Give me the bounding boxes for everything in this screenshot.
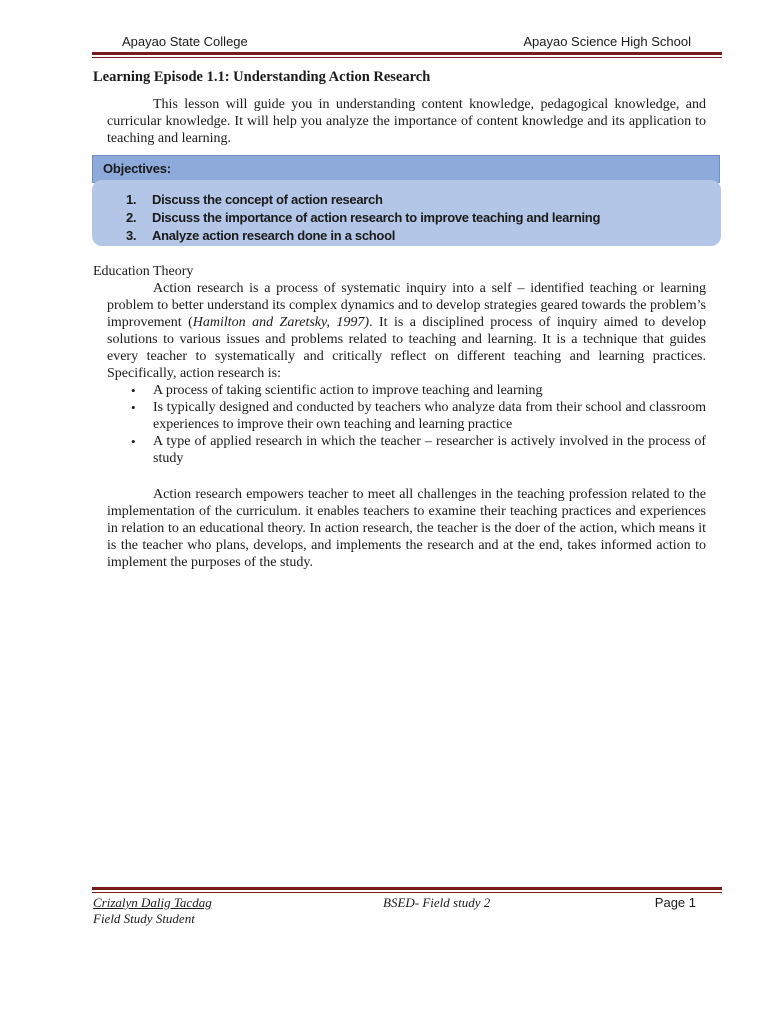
footer-rule [92, 887, 722, 893]
objective-number: 3. [126, 228, 137, 243]
list-item [107, 382, 706, 399]
section-heading: Education Theory [93, 264, 194, 279]
list-item [107, 433, 706, 467]
list-item-text: A type of applied research in which the teacher – researcher is actively involved in the process of study [153, 434, 706, 466]
list-item-text: A process of taking scientific action to improve teaching and learning [153, 383, 543, 398]
header-right-text: Apayao Science High School [523, 34, 691, 49]
bullet-icon: • [131, 400, 136, 415]
header-rule [92, 52, 722, 58]
objective-item [126, 227, 600, 245]
objective-item [126, 191, 600, 209]
list-item-text: Is typically designed and conducted by teachers who analyze data from their school and classroom experiences to improve their own teaching and learning practice [153, 400, 706, 432]
empowerment-paragraph: Action research empowers teacher to meet all challenges in the teaching profession related to the implementation of the curriculum. it enables teachers to examine their teaching practices and experiences in relation to an educational theory. In action research, the teacher is the doer of the action, which means it is the teacher who plans, develops, and implements the research and at the end, takes informed action to implement the purposes of the study. [107, 487, 706, 570]
bullet-icon: • [131, 383, 136, 398]
bullet-icon: • [131, 434, 136, 449]
objective-item [126, 209, 600, 227]
objective-text: Discuss the importance of action research to improve teaching and learning [152, 210, 601, 225]
objectives-heading: Objectives: [103, 161, 171, 176]
footer-author-role: Field Study Student [93, 911, 195, 926]
intro-paragraph: This lesson will guide you in understanding content knowledge, pedagogical knowledge, and curricular knowledge. It will help you analyze the importance of content knowledge and its application to teaching and learning. [107, 97, 706, 146]
list-item [107, 399, 706, 433]
objective-number: 2. [126, 210, 137, 225]
footer-author-name: Crizalyn Dalig Tacdag [93, 895, 212, 910]
objectives-header [92, 155, 720, 183]
footer-course: BSED- Field study 2 [383, 895, 491, 910]
objective-text: Discuss the concept of action research [152, 192, 383, 207]
page-title: Learning Episode 1.1: Understanding Action Research [93, 69, 431, 85]
theory-paragraph [107, 280, 706, 382]
objective-number: 1. [126, 192, 137, 207]
definition-list [107, 382, 706, 467]
theory-text-continued: . It is a disciplined process of inquiry aimed to develop solutions to various issues and problems related to teaching and learning. It is a technique that guides every teacher to systematically and critically reflect on different teaching and learning practices. Specifically, action research is: [107, 315, 707, 381]
objective-text: Analyze action research done in a school [152, 228, 396, 243]
header-left-text: Apayao State College [122, 34, 248, 49]
footer-page-number: Page 1 [654, 895, 696, 910]
citation: Hamilton and Zaretsky, 1997) [192, 315, 370, 330]
theory-text: Action research is a process of systematic inquiry into a self – identified teaching or learning problem to better understand its complex dynamics and to develop strategies geared towards the problem’s improvement ( [107, 281, 706, 330]
objectives-list [126, 191, 600, 245]
